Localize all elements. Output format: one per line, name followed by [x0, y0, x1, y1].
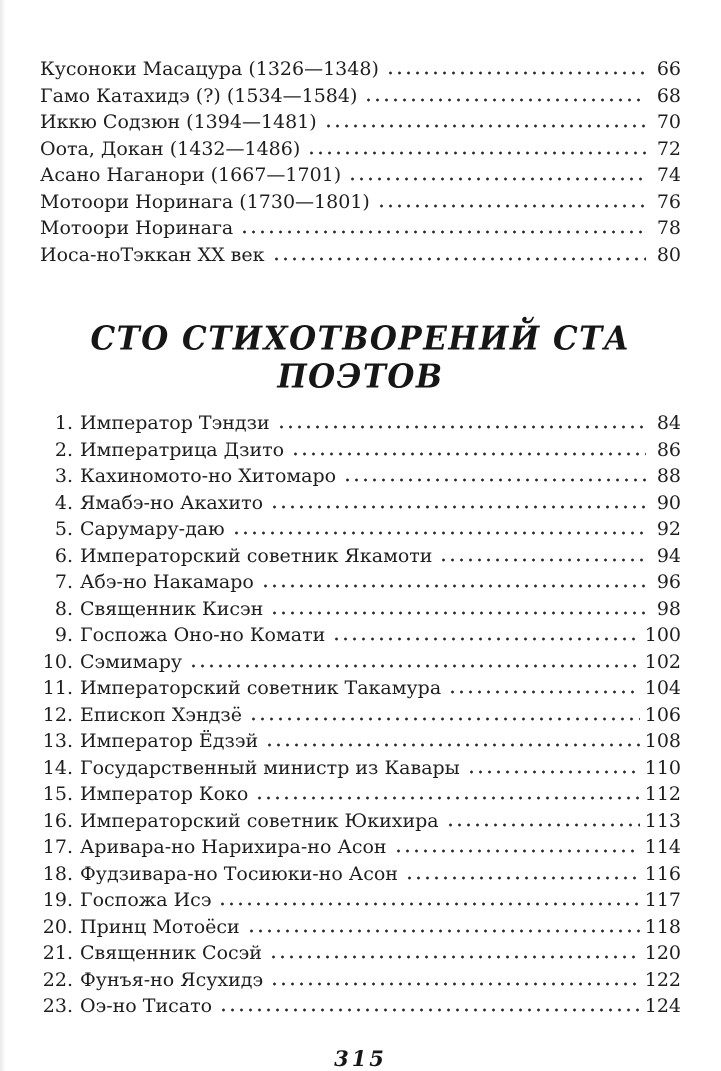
dot-leader — [189, 649, 640, 668]
toc-entry-title: Государственный министр из Кавары — [80, 756, 460, 779]
toc-entry — [40, 887, 681, 914]
dot-leader — [249, 702, 640, 721]
dot-leader — [277, 410, 646, 429]
dot-leader — [255, 781, 639, 800]
toc-entry-title: Абэ-но Накамаро — [80, 571, 254, 593]
toc-entry-page: 108 — [644, 730, 681, 752]
dot-leader — [247, 914, 640, 933]
toc-entry — [40, 569, 681, 596]
toc-entry-number: 19. — [42, 889, 73, 911]
toc-entry — [40, 215, 681, 242]
toc-entry-page: 88 — [656, 465, 681, 487]
dot-leader — [343, 463, 646, 482]
toc-entry-page: 118 — [644, 915, 681, 938]
toc-entry-page: 110 — [644, 756, 681, 779]
toc-entry-title: Кусоноки Масацура (1326—1348) — [40, 58, 379, 80]
toc-entry-number: 8. — [54, 597, 73, 620]
dot-leader — [448, 675, 640, 694]
toc-entry-title: Аривара-но Нарихира-но Асон — [80, 836, 387, 858]
dot-leader — [219, 993, 640, 1012]
dot-leader — [377, 189, 646, 208]
toc-entry-number: 14. — [42, 756, 73, 779]
toc-entry-number: 18. — [42, 862, 73, 885]
toc-entry — [40, 56, 681, 83]
toc-entry-title: Священник Сосэй — [80, 942, 262, 964]
toc-entry-title: Императорский советник Юкихира — [80, 809, 439, 832]
toc-entry — [40, 109, 681, 136]
toc-entry-title: Епископ Хэндзё — [80, 703, 242, 726]
dot-leader — [332, 622, 639, 641]
toc-entry — [40, 649, 681, 676]
dot-leader — [467, 755, 640, 774]
toc-entry-title: Гамо Катахидэ (?) (1534—1584) — [40, 84, 358, 107]
toc-entry — [40, 993, 681, 1020]
toc-entry-number: 6. — [54, 544, 73, 567]
toc-entry-page: 100 — [644, 624, 681, 646]
toc-entry — [40, 834, 681, 861]
toc-entry — [40, 755, 681, 782]
toc-numbered-list — [40, 410, 681, 1020]
dot-leader — [270, 596, 646, 615]
toc-entry-page: 90 — [656, 491, 681, 514]
dot-leader — [240, 215, 646, 234]
toc-entry — [40, 596, 681, 623]
toc-entry-number: 21. — [42, 942, 73, 964]
toc-entry-title: Императорский советник Такамура — [80, 677, 442, 699]
dot-leader — [269, 940, 640, 959]
toc-entry — [40, 189, 681, 216]
toc-entry-page: 106 — [644, 703, 681, 726]
dot-leader — [386, 56, 646, 75]
toc-entry — [40, 543, 681, 570]
toc-entry-page: 80 — [656, 243, 681, 266]
dot-leader — [270, 490, 646, 509]
toc-entry — [40, 162, 681, 189]
toc-entry-title: Оэ-но Тисато — [80, 995, 213, 1017]
toc-entry-page: 113 — [644, 809, 681, 832]
toc-entry-title: Мотоори Норинага — [40, 217, 234, 239]
toc-entry-page: 86 — [656, 438, 681, 461]
toc-entry-title: Принц Мотоёси — [80, 915, 240, 938]
toc-top-list — [40, 56, 681, 268]
toc-entry-page: 116 — [644, 862, 681, 885]
toc-entry — [40, 622, 681, 649]
toc-entry — [40, 242, 681, 269]
toc-entry-page: 72 — [656, 137, 681, 160]
toc-entry-title: Император Ёдзэй — [80, 730, 259, 752]
toc-entry-number: 16. — [42, 809, 73, 832]
toc-entry-title: Сарумару-даю — [80, 518, 225, 540]
toc-entry-number: 22. — [42, 968, 73, 991]
toc-entry-number: 7. — [54, 571, 73, 593]
toc-entry-page: 96 — [656, 571, 681, 593]
toc-entry-title: Мотоори Норинага (1730—1801) — [40, 190, 370, 213]
toc-entry-number: 5. — [54, 518, 73, 540]
dot-leader — [272, 242, 646, 261]
toc-entry — [40, 437, 681, 464]
toc-entry-page: 112 — [644, 783, 681, 805]
section-heading: СТО СТИХОТВОРЕНИЙ СТА ПОЭТОВ — [90, 320, 631, 396]
toc-entry-title: Иоса-ноТэккан XX век — [40, 243, 265, 266]
toc-entry-page: 104 — [644, 677, 681, 699]
dot-leader — [394, 834, 640, 853]
toc-entry-page: 92 — [656, 518, 681, 540]
toc-entry-number: 23. — [42, 995, 73, 1017]
toc-entry-title: Император Тэндзи — [80, 412, 270, 434]
toc-entry-number: 9. — [54, 624, 73, 646]
toc-entry-number: 3. — [54, 465, 73, 487]
dot-leader — [307, 136, 646, 155]
toc-entry-page: 76 — [656, 190, 681, 213]
toc-entry — [40, 516, 681, 543]
toc-entry-page: 74 — [656, 164, 681, 186]
toc-entry-title: Оота, Докан (1432—1486) — [40, 137, 301, 160]
page-number: 315 — [334, 1045, 387, 1071]
toc-entry-page: 68 — [656, 84, 681, 107]
dot-leader — [348, 162, 646, 181]
toc-entry-title: Ямабэ-но Акахито — [80, 491, 264, 514]
toc-entry-page: 122 — [644, 968, 681, 991]
toc-entry — [40, 410, 681, 437]
dot-leader — [218, 887, 639, 906]
toc-entry-title: Асано Наганори (1667—1701) — [40, 164, 342, 186]
toc-entry-title: Императрица Дзито — [80, 438, 285, 461]
dot-leader — [446, 808, 640, 827]
toc-entry — [40, 675, 681, 702]
toc-entry-number: 1. — [54, 412, 73, 434]
toc-entry-page: 94 — [656, 544, 681, 567]
toc-entry-title: Священник Кисэн — [80, 597, 264, 620]
toc-entry-number: 20. — [42, 915, 73, 938]
toc-entry-page: 84 — [656, 412, 681, 434]
toc-entry — [40, 808, 681, 835]
toc-entry-title: Иккю Содзюн (1394—1481) — [40, 111, 317, 133]
dot-leader — [439, 543, 646, 562]
dot-leader — [405, 861, 640, 880]
toc-entry-number: 4. — [54, 491, 73, 514]
toc-entry-number: 13. — [42, 730, 73, 752]
toc-entry-number: 2. — [54, 438, 73, 461]
toc-entry — [40, 702, 681, 729]
toc-entry-page: 124 — [644, 995, 681, 1017]
dot-leader — [364, 83, 646, 102]
toc-entry — [40, 83, 681, 110]
toc-entry-number: 10. — [42, 650, 73, 673]
toc-entry-title: Фудзивара-но Тосиюки-но Асон — [80, 862, 398, 885]
toc-entry-title: Госпожа Исэ — [80, 889, 212, 911]
toc-entry-title: Император Коко — [80, 783, 249, 805]
toc-entry-number: 17. — [42, 836, 73, 858]
toc-entry-title: Кахиномото-но Хитомаро — [80, 465, 337, 487]
toc-entry — [40, 914, 681, 941]
dot-leader — [291, 437, 646, 456]
toc-entry — [40, 463, 681, 490]
toc-entry-page: 70 — [656, 111, 681, 133]
dot-leader — [261, 569, 646, 588]
toc-entry — [40, 728, 681, 755]
toc-entry-title: Императорский советник Якамоти — [80, 544, 433, 567]
toc-entry-page: 78 — [656, 217, 681, 239]
dot-leader — [324, 109, 646, 128]
toc-entry-title: Фунъя-но Ясухидэ — [80, 968, 264, 991]
toc-entry — [40, 967, 681, 994]
toc-entry-page: 98 — [656, 597, 681, 620]
toc-entry — [40, 940, 681, 967]
toc-entry — [40, 781, 681, 808]
toc-entry-number: 15. — [42, 783, 73, 805]
toc-entry-title: Госпожа Оно-но Комати — [80, 624, 326, 646]
toc-entry — [40, 861, 681, 888]
dot-leader — [265, 728, 640, 747]
toc-entry-page: 66 — [656, 58, 681, 80]
dot-leader — [270, 967, 640, 986]
toc-entry-title: Сэмимару — [80, 650, 183, 673]
toc-entry-page: 102 — [644, 650, 681, 673]
toc-entry-page: 117 — [644, 889, 681, 911]
dot-leader — [232, 516, 646, 535]
toc-entry — [40, 136, 681, 163]
toc-entry-number: 12. — [42, 703, 73, 726]
toc-entry-page: 120 — [644, 942, 681, 964]
toc-entry — [40, 490, 681, 517]
toc-entry-page: 114 — [644, 836, 681, 858]
toc-entry-number: 11. — [42, 677, 73, 699]
